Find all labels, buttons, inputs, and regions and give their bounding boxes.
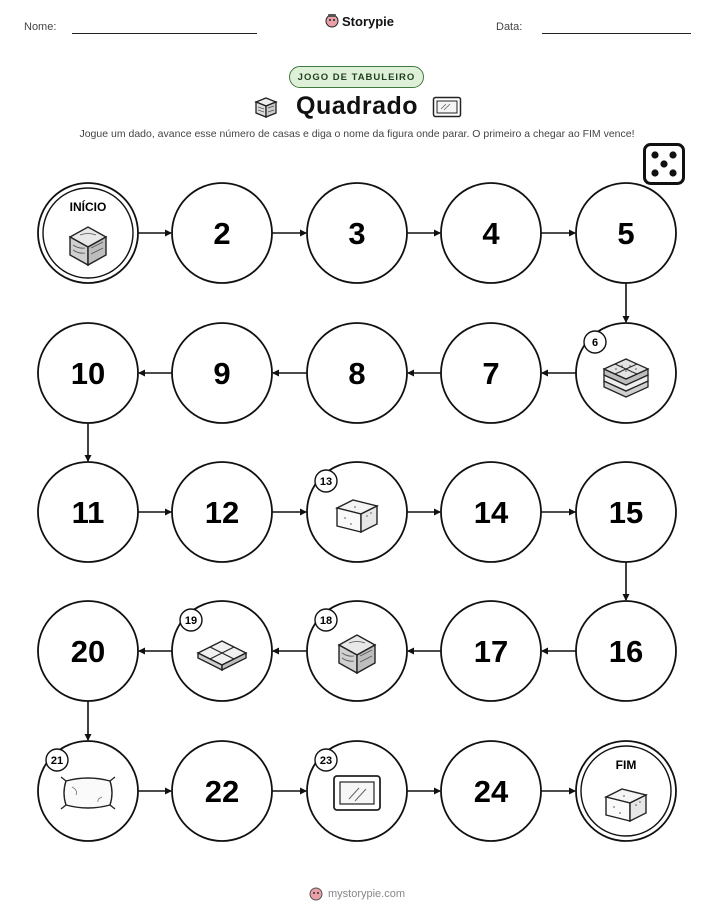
space-number: 5	[617, 216, 635, 251]
board-space-13[interactable]	[307, 462, 407, 562]
board-space-16[interactable]	[576, 601, 676, 701]
space-number: 10	[70, 356, 106, 391]
board-space-10[interactable]	[38, 323, 138, 423]
board-space-14[interactable]	[441, 462, 541, 562]
name-label: Nome:	[24, 21, 57, 33]
sugar-cube-icon	[337, 500, 377, 532]
space-number: 14	[473, 495, 509, 530]
space-number: 11	[71, 495, 105, 530]
space-label: FIM	[615, 758, 637, 772]
board-space-24[interactable]	[441, 741, 541, 841]
space-number: 23	[319, 755, 333, 767]
space-number: 9	[213, 356, 231, 391]
space-number: 4	[482, 216, 500, 251]
board-space-5[interactable]	[576, 183, 676, 283]
board-space-25[interactable]	[576, 741, 676, 841]
board-space-23[interactable]	[307, 741, 407, 841]
brand-name: Storypie	[342, 13, 395, 29]
space-number: 6	[591, 337, 599, 349]
board-space-9[interactable]	[172, 323, 272, 423]
space-number: 18	[319, 615, 333, 627]
board-space-4[interactable]	[441, 183, 541, 283]
pillow-icon	[61, 777, 115, 809]
space-number: 19	[184, 615, 198, 627]
space-number: 7	[482, 356, 500, 391]
space-label: INÍCIO	[69, 200, 107, 214]
board-space-12[interactable]	[172, 462, 272, 562]
space-number: 3	[348, 216, 366, 251]
board-space-20[interactable]	[38, 601, 138, 701]
sugar-cube-icon	[606, 789, 646, 821]
board-space-7[interactable]	[441, 323, 541, 423]
board-space-17[interactable]	[441, 601, 541, 701]
board-space-3[interactable]	[307, 183, 407, 283]
storypie-mascot-icon	[309, 886, 323, 902]
board-space-15[interactable]	[576, 462, 676, 562]
category-badge: JOGO DE TABULEIRO	[289, 66, 424, 88]
space-number: 22	[204, 774, 240, 809]
space-number: 8	[348, 356, 366, 391]
date-label: Data:	[496, 21, 523, 33]
board-space-1[interactable]	[38, 183, 138, 283]
board-space-11[interactable]	[38, 462, 138, 562]
space-number: 17	[473, 634, 509, 669]
space-number: 24	[473, 774, 509, 809]
picture-frame-icon	[334, 776, 380, 810]
space-number: 2	[213, 216, 231, 251]
space-number: 21	[50, 755, 64, 767]
instructions: Jogue um dado, avance esse número de casas e diga o nome da figura onde parar. O primeiro a chegar ao FIM vence!	[79, 128, 635, 140]
board-space-18[interactable]	[307, 601, 407, 701]
board-space-2[interactable]	[172, 183, 272, 283]
footer-url: mystorypie.com	[327, 888, 406, 900]
board-space-19[interactable]	[172, 601, 272, 701]
footer	[0, 886, 714, 902]
space-number: 20	[70, 634, 106, 669]
space-number: 13	[319, 476, 333, 488]
board-space-22[interactable]	[172, 741, 272, 841]
page-title: Quadrado	[296, 92, 419, 120]
board-space-8[interactable]	[307, 323, 407, 423]
board-space-21[interactable]	[38, 741, 138, 841]
board-space-6[interactable]	[576, 323, 676, 423]
space-number: 12	[204, 495, 240, 530]
space-number: 15	[608, 495, 644, 530]
space-number: 16	[608, 634, 644, 669]
